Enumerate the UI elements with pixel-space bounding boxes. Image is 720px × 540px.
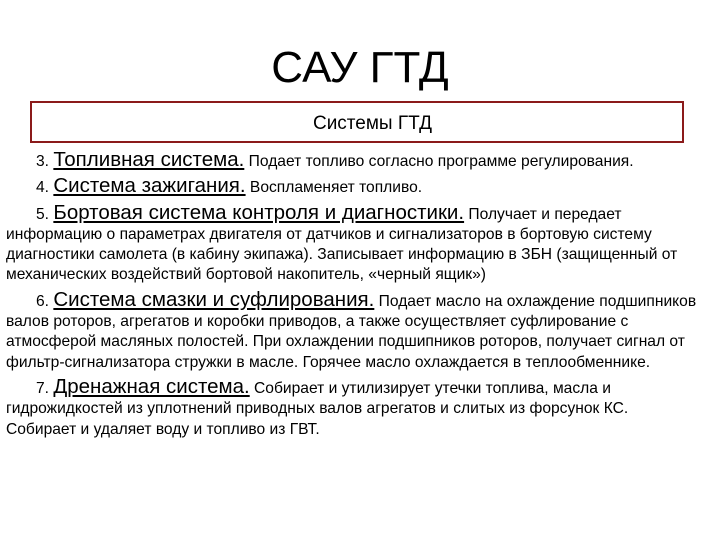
list-item-ignition-system <box>6 176 702 198</box>
item-number: 6. <box>36 292 50 310</box>
item-heading: Система смазки и суфлирования. <box>53 287 375 311</box>
slide-title: САУ ГТД <box>271 43 449 92</box>
subtitle-text: Системы ГТД <box>312 113 432 134</box>
item-heading: Система зажигания. <box>53 174 246 198</box>
item-text: Подает масло на охлаждение подшипников валов роторов, агрегатов и коробки приводов, а также осуществляет суфлирование с атмосферой масляных полостей. При охлаждении подшипников роторов, получает сигнал от фильтр-сигнализатора стружки в масле. Горячее масло охлаждается в теплообменнике. <box>6 292 697 371</box>
item-heading: Топливная система. <box>53 148 245 171</box>
item-number: 7. <box>36 379 50 397</box>
list-item-drainage-system <box>6 374 702 440</box>
item-text: Подает топливо согласно программе регулирования. <box>248 153 634 170</box>
content-list <box>6 150 702 444</box>
item-text: Собирает и утилизирует утечки топлива, масла и гидрожидкостей из уплотнений приводных валов агрегатов и слитых из форсунок КС. Собирает и удаляет воду и топливо из ГВТ. <box>6 379 629 438</box>
item-text: Получает и передает информацию о параметрах двигателя от датчиков и сигнализаторов в бортовую систему диагностики самолета (в кабину экипажа). Записывает информацию в ЗБН (защищенный от механических воздействий бортовой накопитель, «черный ящик») <box>6 205 678 284</box>
item-heading: Бортовая система контроля и диагностики. <box>53 200 465 224</box>
list-item-lubrication-system <box>6 287 702 373</box>
item-text: Воспламеняет топливо. <box>249 179 423 197</box>
subtitle-box <box>30 101 684 143</box>
item-number: 4. <box>36 179 50 197</box>
list-item-diagnostics-system <box>6 200 702 286</box>
item-heading: Дренажная система. <box>53 374 250 398</box>
item-number: 5. <box>36 205 50 223</box>
list-item-fuel-system <box>6 150 702 172</box>
item-number: 3. <box>36 153 50 170</box>
